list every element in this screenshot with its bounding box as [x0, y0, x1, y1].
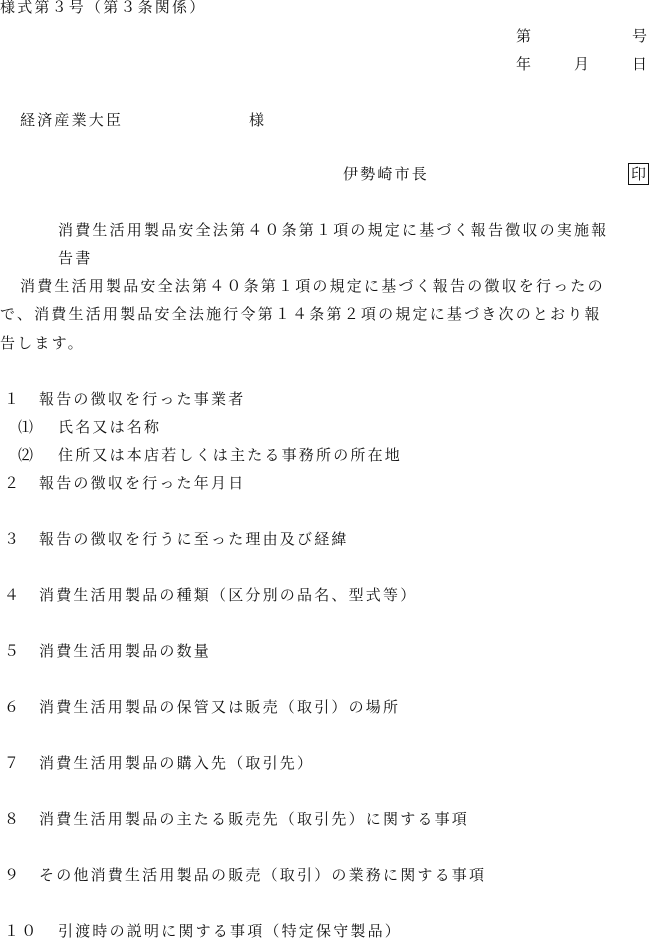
body-line-2: で、消費生活用製品安全法施行令第１４条第２項の規定に基づき次のとおり報: [0, 305, 602, 323]
item-1-number: １: [4, 390, 22, 408]
body-line-1: 消費生活用製品安全法第４０条第１項の規定に基づく報告の徴収を行ったの: [20, 277, 605, 295]
sender-name: 伊勢崎市長: [343, 165, 430, 183]
title-line-1: 消費生活用製品安全法第４０条第１項の規定に基づく報告徴収の実施報: [58, 221, 609, 239]
item-2-number: ２: [4, 474, 22, 492]
item-8-text: 消費生活用製品の主たる販売先（取引先）に関する事項: [39, 810, 470, 828]
item-6-text: 消費生活用製品の保管又は販売（取引）の場所: [39, 698, 401, 716]
title-line-2: 告書: [58, 249, 93, 267]
item-1-2-number: ⑵: [18, 446, 36, 464]
item-6-number: ６: [4, 698, 22, 716]
item-1-1-text: 氏名又は名称: [58, 418, 162, 436]
form-number: 様式第３号（第３条関係）: [0, 0, 207, 16]
body-line-3: 告します。: [0, 334, 85, 352]
item-9-number: ９: [4, 866, 22, 884]
item-3-text: 報告の徴収を行うに至った理由及び経緯: [39, 530, 349, 548]
item-9-text: その他消費生活用製品の販売（取引）の業務に関する事項: [39, 866, 487, 884]
item-4-number: ４: [4, 586, 22, 604]
date-month: 月: [574, 55, 592, 73]
item-5-text: 消費生活用製品の数量: [39, 642, 212, 660]
item-1-1-number: ⑴: [18, 418, 36, 436]
item-3-number: ３: [4, 530, 22, 548]
item-5-number: ５: [4, 642, 22, 660]
item-10-text: 引渡時の説明に関する事項（特定保守製品）: [58, 922, 403, 940]
item-8-number: ８: [4, 810, 22, 828]
item-1-text: 報告の徴収を行った事業者: [39, 390, 246, 408]
item-4-text: 消費生活用製品の種類（区分別の品名、型式等）: [39, 586, 418, 604]
addressee-name: 経済産業大臣: [20, 111, 124, 129]
doc-number-dai: 第: [516, 27, 534, 45]
item-7-number: ７: [4, 754, 22, 772]
date-year: 年: [516, 55, 534, 73]
item-10-number: １０: [4, 922, 39, 940]
item-7-text: 消費生活用製品の購入先（取引先）: [39, 754, 315, 772]
item-2-text: 報告の徴収を行った年月日: [39, 474, 246, 492]
seal-stamp: 印: [628, 163, 649, 185]
item-1-2-text: 住所又は本店若しくは主たる事務所の所在地: [58, 446, 403, 464]
doc-number-go: 号: [632, 27, 650, 45]
addressee-honorific: 様: [249, 111, 267, 129]
date-day: 日: [632, 55, 650, 73]
